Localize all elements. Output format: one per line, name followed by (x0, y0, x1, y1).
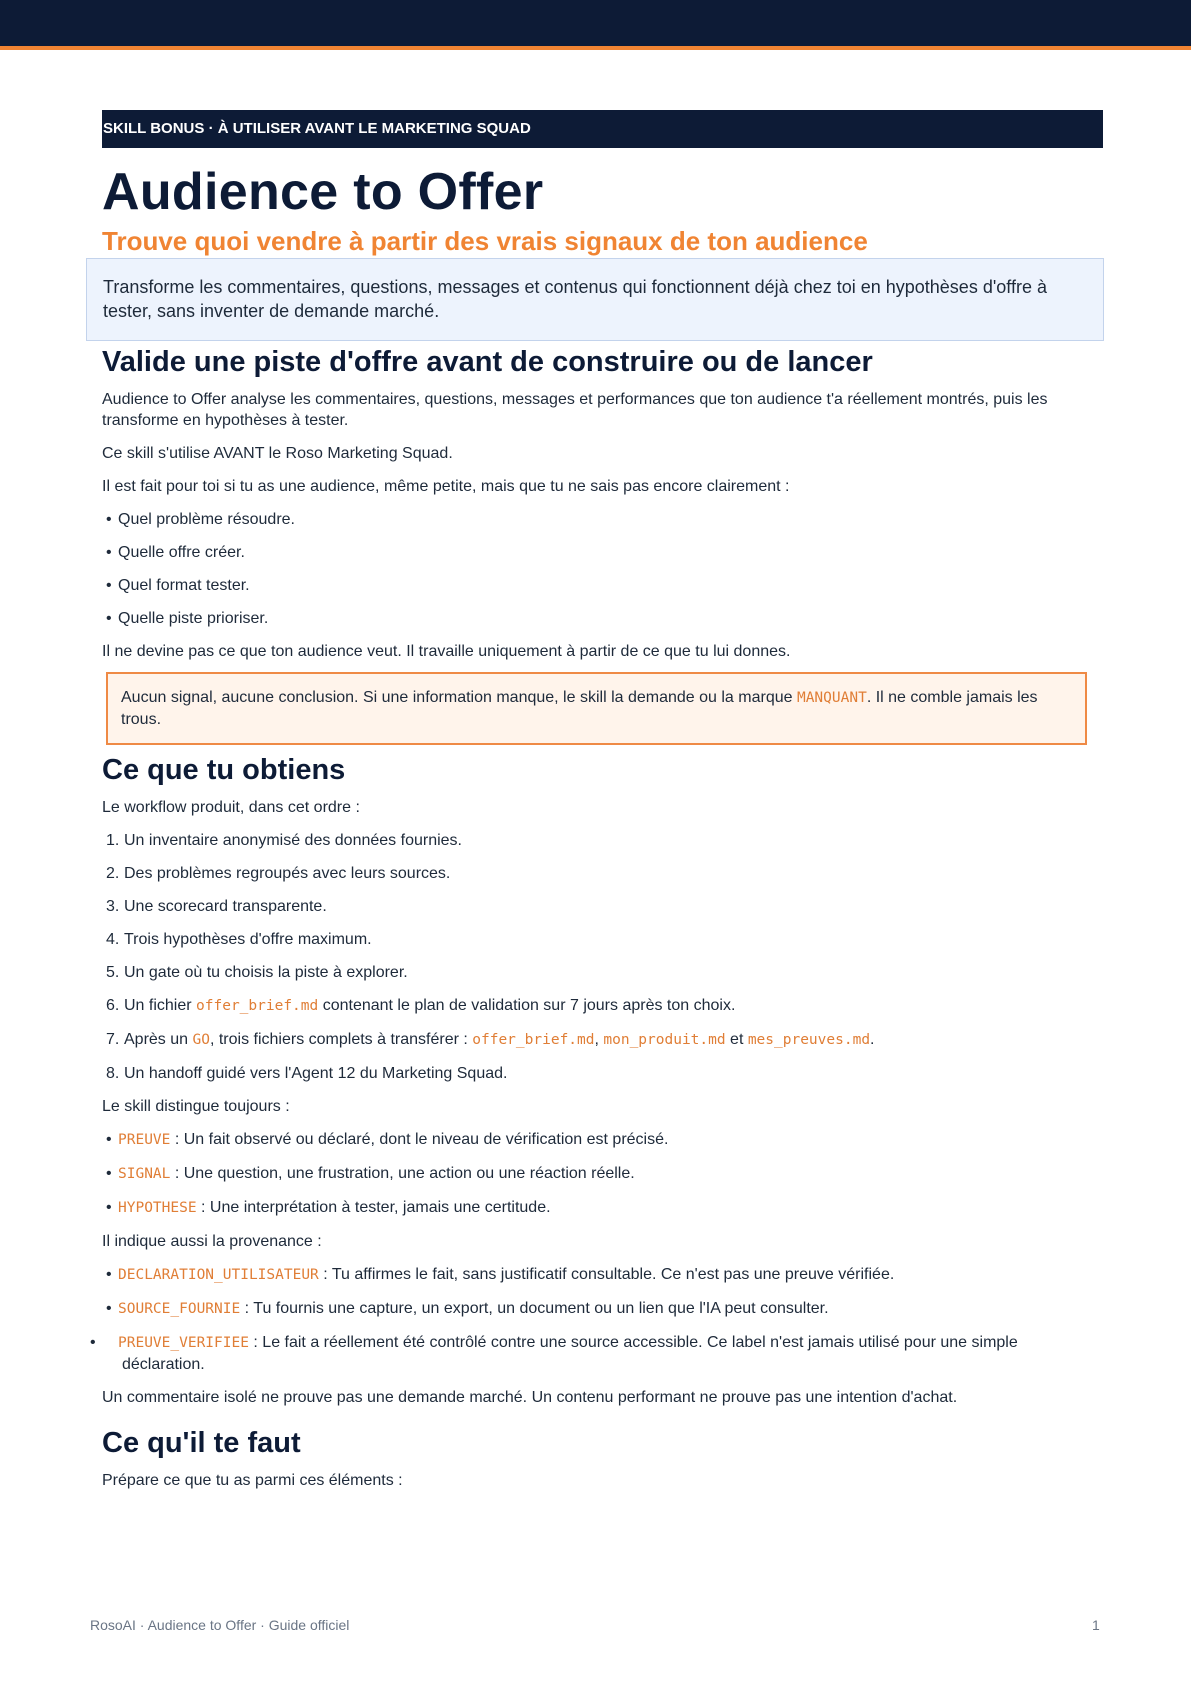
list-item (90, 1332, 1103, 1375)
paragraph: Le workflow produit, dans cet ordre : (102, 799, 360, 816)
list-item (102, 1264, 1103, 1286)
list-number: 8. (106, 1065, 120, 1082)
paragraph: Il ne devine pas ce que ton audience veut. Il travaille uniquement à partir de ce que tu lui donnes. (102, 643, 791, 660)
paragraph: Ce skill s'utilise AVANT le Roso Marketing Squad. (102, 445, 453, 462)
bullet-glyph: • (106, 1165, 112, 1182)
list-item-text: Trois hypothèses d'offre maximum. (124, 931, 372, 948)
list-item-text: Après un (124, 1031, 193, 1048)
bullet-glyph: • (106, 1266, 112, 1283)
bullet-glyph: • (106, 1199, 112, 1216)
list-number: 4. (106, 931, 120, 948)
paragraph: Le skill distingue toujours : (102, 1098, 290, 1115)
warning-callout (106, 672, 1087, 745)
list-item-text: : Une interprétation à tester, jamais une certitude. (196, 1199, 551, 1216)
section-heading-valide: Valide une piste d'offre avant de construire ou de lancer (102, 346, 873, 378)
label-list (102, 1129, 1103, 1219)
list-item-text: Des problèmes regroupés avec leurs sources. (124, 865, 451, 882)
list-item-text: . (870, 1031, 875, 1048)
callout-text: Aucun signal, aucune conclusion. Si une information manque, le skill la demande ou la marque (121, 689, 797, 706)
list-item (102, 1163, 1103, 1185)
code-token: mon_produit.md (603, 1032, 726, 1048)
provenance-list (90, 1264, 1103, 1375)
paragraph: Il est fait pour toi si tu as une audience, même petite, mais que tu ne sais pas encore clairement : (102, 478, 790, 495)
list-item (102, 929, 1103, 950)
code-token: HYPOTHESE (118, 1200, 197, 1216)
skill-kicker-bar (102, 110, 1103, 148)
list-number: 2. (106, 865, 120, 882)
list-item (102, 1298, 1103, 1320)
list-item-text: et (725, 1031, 748, 1048)
page-subtitle: Trouve quoi vendre à partir des vrais signaux de ton audience (102, 226, 868, 256)
list-item (102, 830, 1103, 851)
list-item (102, 1063, 1103, 1084)
bullet-glyph: • (106, 511, 112, 528)
list-item (102, 608, 1103, 629)
code-token: SIGNAL (118, 1166, 171, 1182)
list-item (102, 575, 1103, 596)
page-number: 1 (1092, 1617, 1100, 1633)
footer-caption: RosoAI · Audience to Offer · Guide officiel (90, 1617, 350, 1633)
list-item-text: Quelle piste prioriser. (118, 610, 269, 627)
list-item-text: : Tu affirmes le fait, sans justificatif consultable. Ce n'est pas une preuve vérifiée. (318, 1266, 895, 1283)
paragraph: Un commentaire isolé ne prouve pas une demande marché. Un contenu performant ne prouve pas une intention d'achat. (102, 1389, 958, 1406)
list-item-text: Quel format tester. (118, 577, 250, 594)
list-number: 6. (106, 997, 120, 1014)
workflow-list (102, 830, 1103, 1084)
list-item-text: , (594, 1031, 604, 1048)
list-number: 7. (106, 1031, 120, 1048)
list-item (102, 1197, 1103, 1219)
list-item (102, 1029, 1103, 1051)
skill-kicker-text: SKILL BONUS · À UTILISER AVANT LE MARKETING SQUAD (103, 120, 531, 137)
page-title: Audience to Offer (102, 163, 544, 221)
list-item-text: Un inventaire anonymisé des données fournies. (124, 832, 462, 849)
list-item (102, 995, 1103, 1017)
page-content (90, 110, 1103, 1491)
list-item (102, 542, 1103, 563)
paragraph: Prépare ce que tu as parmi ces éléments : (102, 1472, 403, 1489)
list-item-text: Un gate où tu choisis la piste à explorer. (124, 964, 408, 981)
list-item-text: Un handoff guidé vers l'Agent 12 du Marketing Squad. (124, 1065, 508, 1082)
code-token: PREUVE_VERIFIEE (118, 1335, 249, 1351)
lead-box (86, 258, 1104, 341)
code-token: MANQUANT (796, 690, 867, 706)
list-item-text: : Une question, une frustration, une action ou une réaction réelle. (170, 1165, 635, 1182)
bullet-glyph: • (106, 610, 112, 627)
list-item (102, 962, 1103, 983)
list-item-text: Une scorecard transparente. (124, 898, 327, 915)
code-token: offer_brief.md (472, 1032, 595, 1048)
list-item-text: : Le fait a réellement été contrôlé contre une source accessible. Ce label n'est jamais utilisé pour une simple déclaration. (122, 1334, 1018, 1373)
bullet-glyph: • (90, 1334, 96, 1351)
bullet-glyph: • (106, 577, 112, 594)
bullet-glyph: • (106, 1131, 112, 1148)
list-item-text: , trois fichiers complets à transférer : (209, 1031, 473, 1048)
top-banner (0, 0, 1191, 46)
list-item-text: Un fichier (124, 997, 197, 1014)
code-token: PREUVE (118, 1132, 171, 1148)
list-number: 1. (106, 832, 120, 849)
paragraph: Il indique aussi la provenance : (102, 1233, 322, 1250)
paragraph: Audience to Offer analyse les commentaires, questions, messages et performances que ton audience t'a réellement montrés, puis les transforme en hypothèses à tester. (102, 391, 1048, 429)
code-token: DECLARATION_UTILISATEUR (118, 1267, 319, 1283)
bullet-glyph: • (106, 544, 112, 561)
list-item-text: contenant le plan de validation sur 7 jours après ton choix. (318, 997, 736, 1014)
list-item (102, 896, 1103, 917)
list-item (102, 863, 1103, 884)
top-banner-accent-line (0, 46, 1191, 50)
code-token: GO (192, 1032, 210, 1048)
code-token: offer_brief.md (196, 998, 319, 1014)
list-item (102, 1129, 1103, 1151)
list-item-text: : Un fait observé ou déclaré, dont le niveau de vérification est précisé. (170, 1131, 669, 1148)
list-number: 3. (106, 898, 120, 915)
section-heading-il-te-faut: Ce qu'il te faut (102, 1427, 301, 1459)
code-token: SOURCE_FOURNIE (118, 1301, 241, 1317)
list-item (102, 509, 1103, 530)
section-heading-obtiens: Ce que tu obtiens (102, 754, 346, 786)
list-item-text: Quelle offre créer. (118, 544, 245, 561)
lead-text: Transforme les commentaires, questions, messages et contenus qui fonctionnent déjà chez toi en hypothèses d'offre à tester, sans inventer de demande marché. (103, 277, 1047, 321)
list-item-text: : Tu fournis une capture, un export, un document ou un lien que l'IA peut consulter. (240, 1300, 829, 1317)
callout-text: . Il ne comble jamais les trous. (121, 689, 1038, 728)
bullet-glyph: • (106, 1300, 112, 1317)
code-token: mes_preuves.md (747, 1032, 871, 1048)
list-item-text: Quel problème résoudre. (118, 511, 295, 528)
question-list (102, 509, 1103, 629)
list-number: 5. (106, 964, 120, 981)
